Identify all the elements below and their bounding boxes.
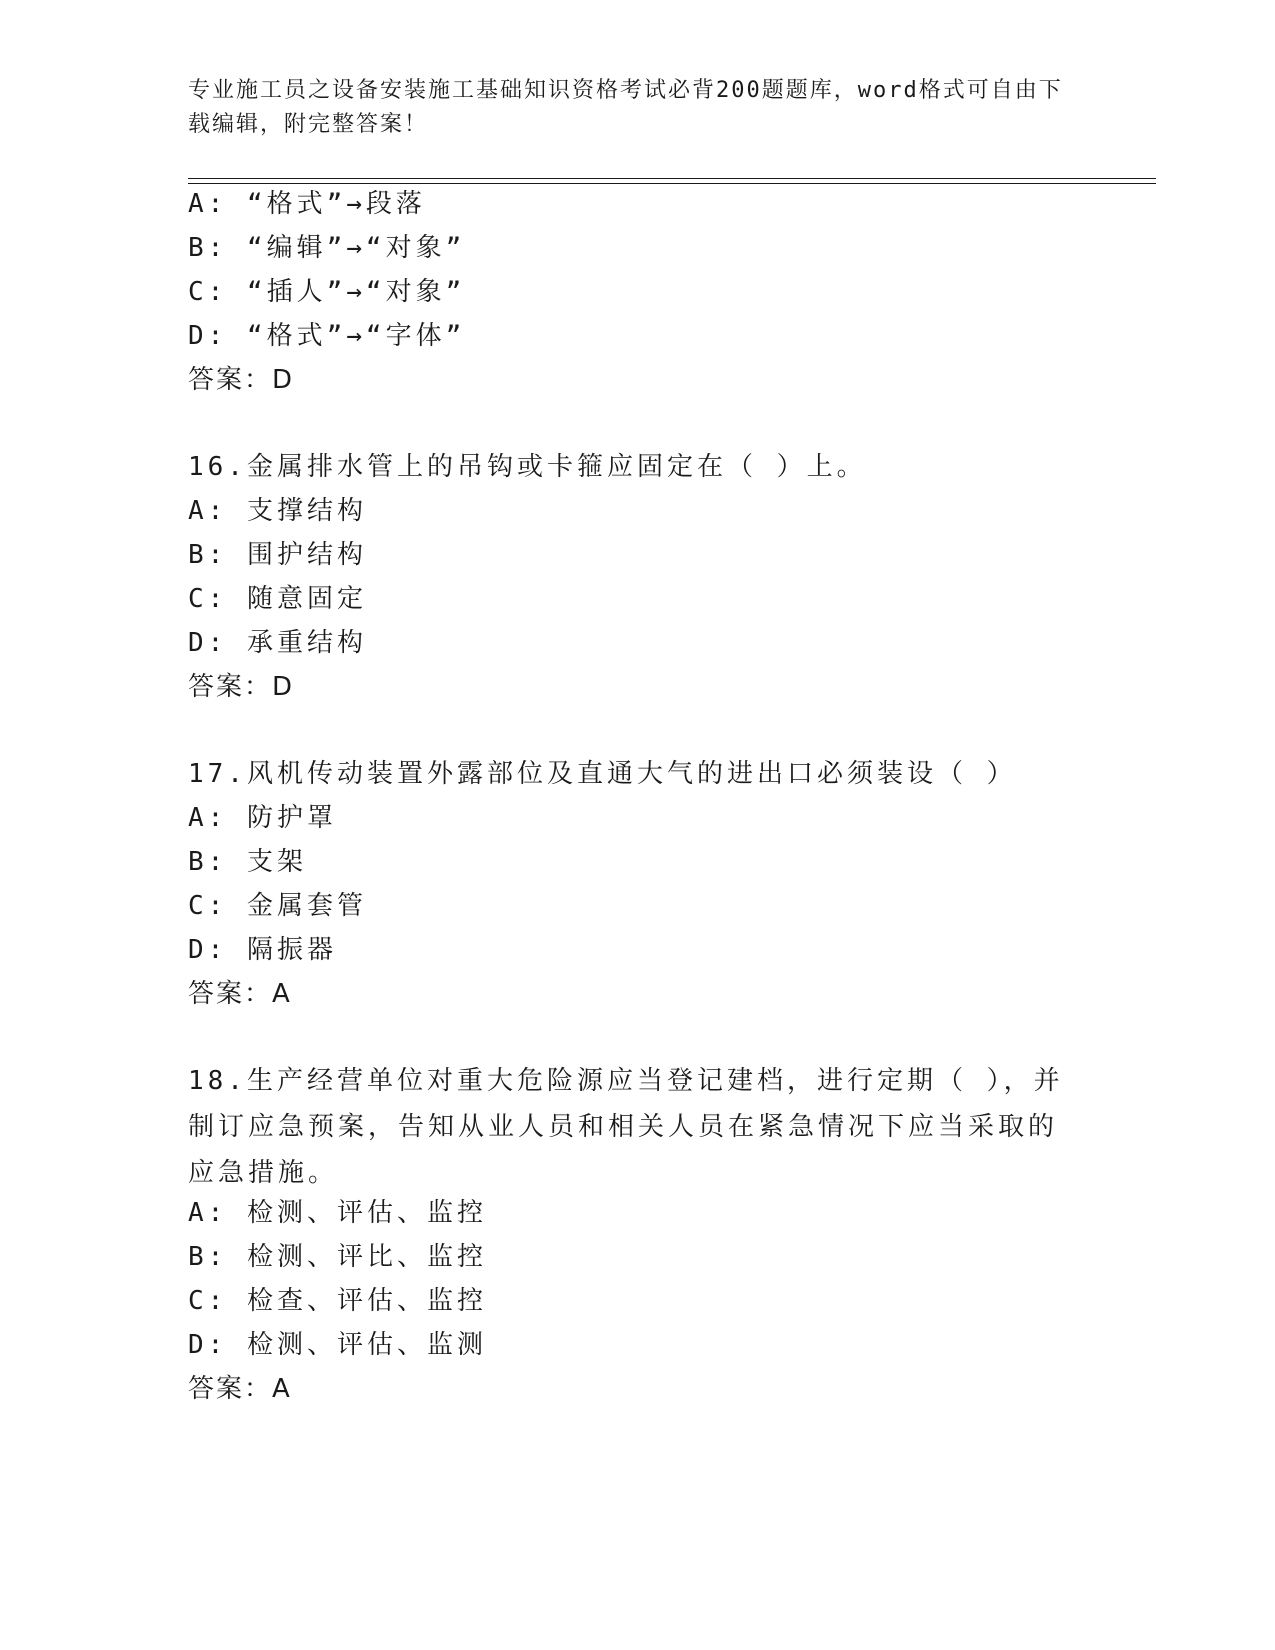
q15-option-a: A: “格式”→段落 [188, 189, 426, 219]
q18-option-a: A: 检测、评估、监控 [188, 1198, 487, 1228]
q15-option-b: B: “编辑”→“对象” [188, 233, 466, 263]
q16-option-d: D: 承重结构 [188, 628, 367, 658]
q18-option-c: C: 检查、评估、监控 [188, 1286, 487, 1316]
q17-option-d: D: 隔振器 [188, 935, 337, 965]
q16-option-c: C: 随意固定 [188, 584, 367, 614]
q16-answer: 答案：D [188, 672, 295, 702]
q17-option-a: A: 防护罩 [188, 803, 337, 833]
q18-option-b: B: 检测、评比、监控 [188, 1242, 487, 1272]
header-rule-top [188, 178, 1156, 179]
q16-question: 16.金属排水管上的吊钩或卡箍应固定在（ ）上。 [188, 452, 867, 482]
q18-answer: 答案：A [188, 1374, 292, 1404]
q17-option-c: C: 金属套管 [188, 891, 367, 921]
q18-question: 18.生产经营单位对重大危险源应当登记建档，进行定期（ ），并制订应急预案，告知从业人员和相关人员在紧急情况下应当采取的应急措施。 [188, 1066, 1064, 1188]
header-rule-bottom [188, 183, 1156, 184]
q15-option-c: C: “插人”→“对象” [188, 277, 466, 307]
document-header: 专业施工员之设备安装施工基础知识资格考试必背200题题库，word格式可自由下载编辑，附完整答案！ [188, 78, 1063, 137]
q17-question: 17.风机传动装置外露部位及直通大气的进出口必须装设（ ） [188, 759, 1017, 789]
q17-option-b: B: 支架 [188, 847, 307, 877]
q16-option-b: B: 围护结构 [188, 540, 367, 570]
q18-option-d: D: 检测、评估、监测 [188, 1330, 487, 1360]
q17-answer: 答案：A [188, 979, 292, 1009]
q15-answer: 答案：D [188, 365, 295, 395]
q16-option-a: A: 支撑结构 [188, 496, 367, 526]
q15-option-d: D: “格式”→“字体” [188, 321, 466, 351]
